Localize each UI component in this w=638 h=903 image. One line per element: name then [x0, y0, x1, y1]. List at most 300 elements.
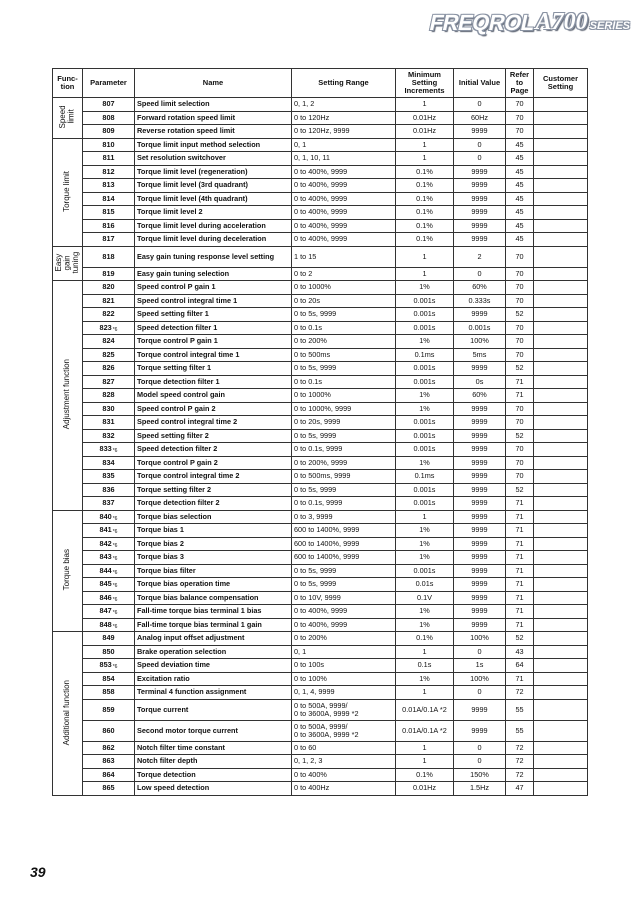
parameter-name: Easy gain tuning response level setting: [135, 246, 292, 267]
initial-value: 0s: [454, 375, 506, 389]
setting-range-line: 0 to 5s, 9999: [294, 484, 337, 494]
brand-logo: [427, 6, 630, 36]
parameter-cell: [83, 348, 135, 362]
customer-setting[interactable]: [534, 782, 588, 796]
parameter-number: 865: [102, 783, 115, 793]
refer-page: 70: [506, 281, 534, 295]
setting-range: [292, 720, 396, 741]
customer-setting[interactable]: [534, 375, 588, 389]
parameter-cell: [83, 578, 135, 592]
customer-setting[interactable]: [534, 768, 588, 782]
min-increment: 0.001s: [396, 294, 454, 308]
header-function: Func- tion: [53, 69, 83, 98]
parameter-footnote: *6: [112, 664, 118, 671]
parameter-cell: [83, 375, 135, 389]
setting-range: [292, 782, 396, 796]
parameter-cell: [83, 645, 135, 659]
setting-range: [292, 416, 396, 430]
customer-setting[interactable]: [534, 645, 588, 659]
setting-range-line: 0 to 400%, 9999: [294, 166, 348, 176]
parameter-name: Speed control P gain 1: [135, 281, 292, 295]
initial-value: 0: [454, 152, 506, 166]
parameter-name: Speed control integral time 2: [135, 416, 292, 430]
table-row: [53, 281, 588, 295]
table-row: [53, 138, 588, 152]
initial-value: 150%: [454, 768, 506, 782]
min-increment: 0.01s: [396, 578, 454, 592]
parameter-cell: [83, 782, 135, 796]
table-row: [53, 782, 588, 796]
setting-range-line: 0 to 400Hz: [294, 783, 330, 793]
customer-setting[interactable]: [534, 699, 588, 720]
min-increment: 1%: [396, 402, 454, 416]
setting-range-line: 0 to 200%, 9999: [294, 457, 348, 467]
setting-range: [292, 605, 396, 619]
customer-setting[interactable]: [534, 429, 588, 443]
parameter-cell: [83, 138, 135, 152]
setting-range-line: 600 to 1400%, 9999: [294, 552, 360, 562]
table-row: [53, 308, 588, 322]
header-customer-setting: Customer Setting: [534, 69, 588, 98]
initial-value: 9999: [454, 497, 506, 511]
parameter-name: Analog input offset adjustment: [135, 632, 292, 646]
parameter-number: 842: [99, 538, 112, 548]
header-min-increments: Minimum Setting Increments: [396, 69, 454, 98]
refer-page: 70: [506, 294, 534, 308]
parameter-number: 862: [102, 742, 115, 752]
setting-range-line: 0 to 1000%: [294, 282, 331, 292]
parameter-number: 837: [102, 498, 115, 508]
parameter-cell: [83, 362, 135, 376]
customer-setting[interactable]: [534, 267, 588, 281]
setting-range-line: 0 to 400%, 9999: [294, 180, 348, 190]
refer-page: 70: [506, 125, 534, 139]
setting-range-line: 0 to 400%, 9999: [294, 606, 348, 616]
setting-range: [292, 375, 396, 389]
setting-range: [292, 483, 396, 497]
min-increment: 1%: [396, 537, 454, 551]
initial-value: 9999: [454, 699, 506, 720]
table-row: [53, 591, 588, 605]
parameter-footnote: *6: [112, 610, 118, 617]
initial-value: 0.001s: [454, 321, 506, 335]
setting-range-line: 0 to 0.1s, 9999: [294, 444, 343, 454]
setting-range-line: 1 to 15: [294, 251, 317, 261]
header-initial-value: Initial Value: [454, 69, 506, 98]
parameter-number: 809: [102, 126, 115, 136]
customer-setting[interactable]: [534, 564, 588, 578]
table-row: [53, 524, 588, 538]
parameter-number: 833: [99, 444, 112, 454]
customer-setting[interactable]: [534, 456, 588, 470]
table-row: [53, 470, 588, 484]
refer-page: 70: [506, 98, 534, 112]
setting-range-line: 0 to 400%: [294, 769, 327, 779]
customer-setting[interactable]: [534, 138, 588, 152]
parameter-name: Low speed detection: [135, 782, 292, 796]
parameter-name: Torque detection filter 1: [135, 375, 292, 389]
setting-range-line: 0 to 1000%, 9999: [294, 403, 352, 413]
setting-range-line: 0 to 5s, 9999: [294, 430, 337, 440]
initial-value: 9999: [454, 402, 506, 416]
initial-value: 9999: [454, 720, 506, 741]
initial-value: 9999: [454, 591, 506, 605]
customer-setting[interactable]: [534, 111, 588, 125]
setting-range-line: 0, 1, 2, 3: [294, 756, 323, 766]
initial-value: 60Hz: [454, 111, 506, 125]
setting-range-line: 0 to 5s, 9999: [294, 565, 337, 575]
table-header-row: [53, 69, 588, 98]
parameter-number: 847: [99, 606, 112, 616]
parameter-name: Forward rotation speed limit: [135, 111, 292, 125]
min-increment: 0.1%: [396, 165, 454, 179]
parameter-number: 834: [102, 457, 115, 467]
min-increment: 0.01A/0.1A *2: [396, 720, 454, 741]
min-increment: 0.001s: [396, 497, 454, 511]
setting-range-line: 0 to 100s: [294, 660, 325, 670]
setting-range: [292, 755, 396, 769]
min-increment: 1: [396, 741, 454, 755]
customer-setting[interactable]: [534, 578, 588, 592]
customer-setting[interactable]: [534, 219, 588, 233]
parameter-number: 858: [102, 687, 115, 697]
refer-page: 47: [506, 782, 534, 796]
setting-range: [292, 768, 396, 782]
brand-name: FREQROL: [427, 10, 537, 35]
table-row: [53, 206, 588, 220]
parameter-number: 821: [102, 295, 115, 305]
initial-value: 60%: [454, 389, 506, 403]
customer-setting[interactable]: [534, 98, 588, 112]
parameter-name: Speed setting filter 1: [135, 308, 292, 322]
initial-value: 100%: [454, 335, 506, 349]
initial-value: 0: [454, 98, 506, 112]
setting-range-line: 0 to 0.1s, 9999: [294, 498, 343, 508]
refer-page: 71: [506, 389, 534, 403]
refer-page: 72: [506, 741, 534, 755]
function-group-cell: [53, 632, 83, 796]
min-increment: 1: [396, 246, 454, 267]
min-increment: 0.1%: [396, 632, 454, 646]
customer-setting[interactable]: [534, 672, 588, 686]
parameter-cell: [83, 335, 135, 349]
min-increment: 0.001s: [396, 362, 454, 376]
refer-page: 71: [506, 524, 534, 538]
setting-range-line: 0 to 120Hz, 9999: [294, 126, 350, 136]
parameter-cell: [83, 591, 135, 605]
min-increment: 0.001s: [396, 564, 454, 578]
initial-value: 9999: [454, 605, 506, 619]
function-group-cell: [53, 98, 83, 139]
initial-value: 9999: [454, 179, 506, 193]
customer-setting[interactable]: [534, 165, 588, 179]
parameter-number: 854: [102, 673, 115, 683]
setting-range-line: 0 to 100%: [294, 673, 327, 683]
parameter-name: Excitation ratio: [135, 672, 292, 686]
min-increment: 0.01Hz: [396, 782, 454, 796]
table-row: [53, 321, 588, 335]
table-row: [53, 192, 588, 206]
refer-page: 70: [506, 402, 534, 416]
min-increment: 0.1s: [396, 659, 454, 673]
table-row: [53, 497, 588, 511]
table-row: [53, 179, 588, 193]
parameter-name: Reverse rotation speed limit: [135, 125, 292, 139]
refer-page: 70: [506, 348, 534, 362]
initial-value: 9999: [454, 618, 506, 632]
initial-value: 9999: [454, 192, 506, 206]
customer-setting[interactable]: [534, 537, 588, 551]
initial-value: 0: [454, 645, 506, 659]
customer-setting[interactable]: [534, 281, 588, 295]
setting-range-line: 0 to 2: [294, 268, 313, 278]
initial-value: 1s: [454, 659, 506, 673]
table-row: [53, 537, 588, 551]
customer-setting[interactable]: [534, 686, 588, 700]
refer-page: 70: [506, 111, 534, 125]
setting-range-line: 0 to 400%, 9999: [294, 234, 348, 244]
setting-range: [292, 618, 396, 632]
table-row: [53, 416, 588, 430]
setting-range-line: 0 to 20s: [294, 295, 320, 305]
parameter-number: 864: [102, 769, 115, 779]
parameter-name: Notch filter depth: [135, 755, 292, 769]
initial-value: 9999: [454, 510, 506, 524]
customer-setting[interactable]: [534, 483, 588, 497]
table-row: [53, 335, 588, 349]
parameter-name: Torque control P gain 1: [135, 335, 292, 349]
parameter-name: Torque control P gain 2: [135, 456, 292, 470]
customer-setting[interactable]: [534, 402, 588, 416]
min-increment: 0.01A/0.1A *2: [396, 699, 454, 720]
parameter-cell: [83, 497, 135, 511]
initial-value: 9999: [454, 429, 506, 443]
table-row: [53, 165, 588, 179]
refer-page: 45: [506, 206, 534, 220]
customer-setting[interactable]: [534, 632, 588, 646]
setting-range: [292, 138, 396, 152]
function-group-label: Torque limit: [62, 170, 72, 212]
setting-range-line: 600 to 1400%, 9999: [294, 538, 360, 548]
parameter-cell: [83, 308, 135, 322]
table-row: [53, 348, 588, 362]
parameter-number: 817: [102, 234, 115, 244]
setting-range: [292, 686, 396, 700]
setting-range-line: 0 to 5s, 9999: [294, 579, 337, 589]
customer-setting[interactable]: [534, 192, 588, 206]
parameter-number: 826: [102, 363, 115, 373]
parameter-name: Torque bias 2: [135, 537, 292, 551]
setting-range: [292, 335, 396, 349]
refer-page: 72: [506, 755, 534, 769]
parameter-name: Torque limit level during deceleration: [135, 233, 292, 247]
min-increment: 1%: [396, 456, 454, 470]
parameter-number: 836: [102, 484, 115, 494]
table-body: [53, 98, 588, 796]
parameter-cell: [83, 483, 135, 497]
min-increment: 0.001s: [396, 375, 454, 389]
refer-page: 71: [506, 672, 534, 686]
parameter-cell: [83, 152, 135, 166]
setting-range: [292, 152, 396, 166]
customer-setting[interactable]: [534, 125, 588, 139]
parameter-number: 819: [102, 268, 115, 278]
customer-setting[interactable]: [534, 524, 588, 538]
parameter-cell: [83, 111, 135, 125]
initial-value: 9999: [454, 362, 506, 376]
parameter-number: 822: [102, 309, 115, 319]
initial-value: 9999: [454, 219, 506, 233]
parameter-cell: [83, 456, 135, 470]
setting-range: [292, 672, 396, 686]
parameter-number: 812: [102, 166, 115, 176]
initial-value: 9999: [454, 443, 506, 457]
setting-range: [292, 551, 396, 565]
min-increment: 1%: [396, 389, 454, 403]
customer-setting[interactable]: [534, 335, 588, 349]
customer-setting[interactable]: [534, 720, 588, 741]
customer-setting[interactable]: [534, 179, 588, 193]
setting-range: [292, 659, 396, 673]
parameter-number: 810: [102, 139, 115, 149]
table-row: [53, 456, 588, 470]
setting-range-line: 0 to 5s, 9999: [294, 363, 337, 373]
customer-setting[interactable]: [534, 308, 588, 322]
customer-setting[interactable]: [534, 510, 588, 524]
parameter-cell: [83, 206, 135, 220]
customer-setting[interactable]: [534, 618, 588, 632]
parameter-number: 818: [102, 251, 115, 261]
parameter-footnote: *6: [112, 448, 118, 455]
customer-setting[interactable]: [534, 416, 588, 430]
setting-range-line: 0 to 60: [294, 742, 317, 752]
customer-setting[interactable]: [534, 443, 588, 457]
min-increment: 0.1%: [396, 233, 454, 247]
refer-page: 72: [506, 686, 534, 700]
table-row: [53, 741, 588, 755]
setting-range-line: 0 to 0.1s: [294, 322, 322, 332]
parameter-name: Torque bias balance compensation: [135, 591, 292, 605]
setting-range: [292, 524, 396, 538]
parameter-cell: [83, 551, 135, 565]
parameter-name: Speed detection filter 2: [135, 443, 292, 457]
refer-page: 71: [506, 618, 534, 632]
table-row: [53, 111, 588, 125]
parameter-cell: [83, 755, 135, 769]
table-row: [53, 152, 588, 166]
initial-value: 0: [454, 741, 506, 755]
min-increment: 1%: [396, 281, 454, 295]
setting-range-line: 0 to 3, 9999: [294, 511, 333, 521]
parameter-number: 815: [102, 207, 115, 217]
parameter-number: 859: [102, 704, 115, 714]
customer-setting[interactable]: [534, 362, 588, 376]
parameter-cell: [83, 618, 135, 632]
parameter-cell: [83, 429, 135, 443]
refer-page: 70: [506, 246, 534, 267]
function-group-label: Torque bias: [62, 549, 72, 591]
setting-range: [292, 125, 396, 139]
header-name: Name: [135, 69, 292, 98]
customer-setting[interactable]: [534, 470, 588, 484]
table-row: [53, 578, 588, 592]
customer-setting[interactable]: [534, 233, 588, 247]
customer-setting[interactable]: [534, 321, 588, 335]
customer-setting[interactable]: [534, 659, 588, 673]
setting-range-line: 0 to 0.1s: [294, 376, 322, 386]
parameter-name: Torque detection filter 2: [135, 497, 292, 511]
refer-page: 70: [506, 267, 534, 281]
customer-setting[interactable]: [534, 497, 588, 511]
refer-page: 70: [506, 335, 534, 349]
refer-page: 70: [506, 416, 534, 430]
customer-setting[interactable]: [534, 605, 588, 619]
refer-page: 71: [506, 605, 534, 619]
refer-page: 71: [506, 497, 534, 511]
parameter-cell: [83, 179, 135, 193]
refer-page: 43: [506, 645, 534, 659]
initial-value: 0: [454, 686, 506, 700]
parameter-cell: [83, 219, 135, 233]
parameter-number: 844: [99, 565, 112, 575]
setting-range: [292, 179, 396, 193]
customer-setting[interactable]: [534, 755, 588, 769]
parameter-name: Speed detection filter 1: [135, 321, 292, 335]
customer-setting[interactable]: [534, 551, 588, 565]
setting-range: [292, 456, 396, 470]
parameter-cell: [83, 125, 135, 139]
setting-range-line: 0 to 200%: [294, 336, 327, 346]
table-row: [53, 755, 588, 769]
customer-setting[interactable]: [534, 741, 588, 755]
customer-setting[interactable]: [534, 348, 588, 362]
parameter-number: 848: [99, 619, 112, 629]
table-row: [53, 720, 588, 741]
parameter-name: Torque bias operation time: [135, 578, 292, 592]
parameter-name: Torque bias 3: [135, 551, 292, 565]
parameter-number: 816: [102, 220, 115, 230]
customer-setting[interactable]: [534, 591, 588, 605]
refer-page: 45: [506, 165, 534, 179]
parameter-cell: [83, 165, 135, 179]
parameter-cell: [83, 672, 135, 686]
brand-model: A700: [535, 9, 588, 35]
parameter-number: 825: [102, 349, 115, 359]
customer-setting[interactable]: [534, 246, 588, 267]
customer-setting[interactable]: [534, 389, 588, 403]
refer-page: 45: [506, 138, 534, 152]
customer-setting[interactable]: [534, 294, 588, 308]
initial-value: 9999: [454, 456, 506, 470]
customer-setting[interactable]: [534, 206, 588, 220]
parameter-number: 828: [102, 390, 115, 400]
parameter-table: [52, 68, 588, 796]
customer-setting[interactable]: [534, 152, 588, 166]
setting-range: [292, 578, 396, 592]
parameter-number: 827: [102, 376, 115, 386]
parameter-name: Speed control integral time 1: [135, 294, 292, 308]
min-increment: 1%: [396, 551, 454, 565]
parameter-cell: [83, 233, 135, 247]
setting-range-line: 0, 1, 4, 9999: [294, 687, 335, 697]
refer-page: 45: [506, 152, 534, 166]
min-increment: 0.001s: [396, 443, 454, 457]
parameter-name: Speed control P gain 2: [135, 402, 292, 416]
setting-range-line: 0 to 5s, 9999: [294, 309, 337, 319]
refer-page: 55: [506, 720, 534, 741]
table-row: [53, 98, 588, 112]
setting-range: [292, 402, 396, 416]
